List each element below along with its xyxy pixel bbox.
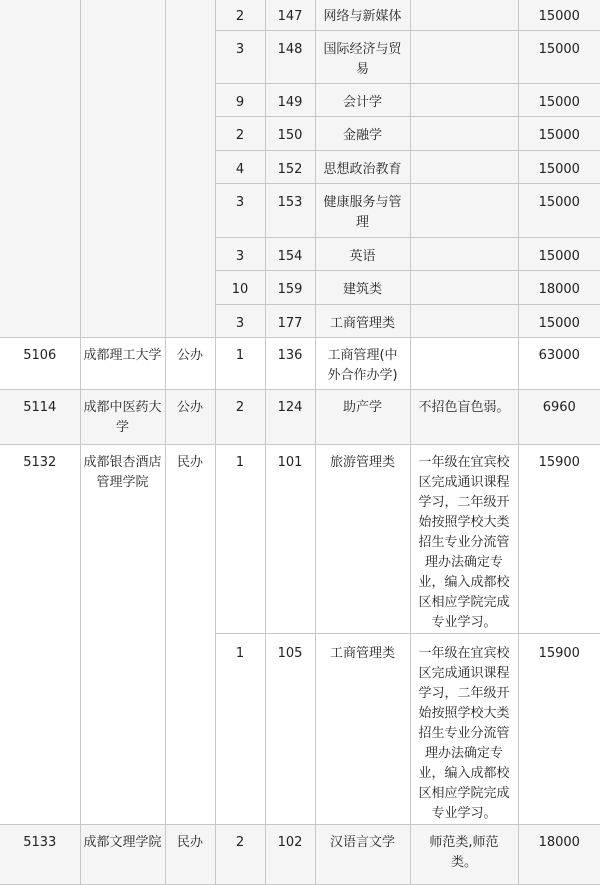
- plan-count-cell: 1: [215, 338, 265, 390]
- plan-count-cell: 10: [215, 271, 265, 305]
- plan-count-cell: 1: [215, 634, 265, 825]
- school-name-cell: [80, 0, 165, 338]
- note-cell: [410, 238, 518, 271]
- major-code-cell: 124: [265, 390, 315, 445]
- major-name-cell: 汉语言文学: [315, 825, 410, 885]
- major-code-cell: 152: [265, 151, 315, 184]
- plan-count-cell: 3: [215, 31, 265, 84]
- school-code-cell: 5132: [0, 445, 80, 825]
- table-row: [0, 445, 600, 634]
- note-cell: [410, 338, 518, 390]
- school-name-cell: 成都文理学院: [80, 825, 165, 885]
- school-type-cell: [165, 0, 215, 338]
- plan-count-cell: 1: [215, 445, 265, 634]
- school-name-cell: 成都理工大学: [80, 338, 165, 390]
- major-code-cell: 154: [265, 238, 315, 271]
- tuition-cell: 18000: [518, 825, 600, 885]
- note-cell: [410, 184, 518, 238]
- major-code-cell: 149: [265, 84, 315, 117]
- plan-count-cell: 4: [215, 151, 265, 184]
- major-name-cell: 建筑类: [315, 271, 410, 305]
- school-type-cell: 公办: [165, 338, 215, 390]
- plan-count-cell: 3: [215, 184, 265, 238]
- plan-count-cell: 2: [215, 0, 265, 31]
- major-code-cell: 148: [265, 31, 315, 84]
- note-cell: [410, 151, 518, 184]
- major-name-cell: 工商管理类: [315, 305, 410, 338]
- note-cell: [410, 31, 518, 84]
- school-code-cell: 5114: [0, 390, 80, 445]
- plan-count-cell: 2: [215, 825, 265, 885]
- major-code-cell: 150: [265, 117, 315, 151]
- tuition-cell: 15000: [518, 305, 600, 338]
- major-code-cell: 147: [265, 0, 315, 31]
- school-name-cell: 成都银杏酒店管理学院: [80, 445, 165, 825]
- note-cell: [410, 305, 518, 338]
- major-name-cell: 国际经济与贸易: [315, 31, 410, 84]
- school-type-cell: 公办: [165, 390, 215, 445]
- note-cell: 一年级在宜宾校区完成通识课程学习，二年级开始按照学校大类招生专业分流管理办法确定专业，编入成都校区相应学院完成专业学习。: [410, 445, 518, 634]
- table-row: [0, 338, 600, 390]
- school-code-cell: [0, 0, 80, 338]
- major-code-cell: 105: [265, 634, 315, 825]
- plan-count-cell: 3: [215, 305, 265, 338]
- major-name-cell: 工商管理(中外合作办学): [315, 338, 410, 390]
- note-cell: [410, 84, 518, 117]
- tuition-cell: 63000: [518, 338, 600, 390]
- note-cell: 师范类,师范类。: [410, 825, 518, 885]
- major-code-cell: 102: [265, 825, 315, 885]
- tuition-cell: 15000: [518, 151, 600, 184]
- major-code-cell: 177: [265, 305, 315, 338]
- plan-count-cell: 3: [215, 238, 265, 271]
- table-row: [0, 0, 600, 31]
- tuition-cell: 15000: [518, 0, 600, 31]
- major-name-cell: 网络与新媒体: [315, 0, 410, 31]
- major-name-cell: 英语: [315, 238, 410, 271]
- tuition-cell: 15000: [518, 31, 600, 84]
- major-name-cell: 健康服务与管理: [315, 184, 410, 238]
- tuition-cell: 15000: [518, 84, 600, 117]
- note-cell: [410, 117, 518, 151]
- tuition-cell: 6960: [518, 390, 600, 445]
- note-cell: 一年级在宜宾校区完成通识课程学习，二年级开始按照学校大类招生专业分流管理办法确定专业，编入成都校区相应学院完成专业学习。: [410, 634, 518, 825]
- school-code-cell: 5106: [0, 338, 80, 390]
- table-row: [0, 825, 600, 885]
- major-name-cell: 旅游管理类: [315, 445, 410, 634]
- note-cell: 不招色盲色弱。: [410, 390, 518, 445]
- tuition-cell: 15000: [518, 184, 600, 238]
- note-cell: [410, 271, 518, 305]
- major-name-cell: 思想政治教育: [315, 151, 410, 184]
- tuition-cell: 15000: [518, 117, 600, 151]
- note-cell: [410, 0, 518, 31]
- plan-count-cell: 9: [215, 84, 265, 117]
- plan-count-cell: 2: [215, 117, 265, 151]
- tuition-cell: 15000: [518, 238, 600, 271]
- major-code-cell: 153: [265, 184, 315, 238]
- school-code-cell: 5133: [0, 825, 80, 885]
- major-name-cell: 会计学: [315, 84, 410, 117]
- major-code-cell: 136: [265, 338, 315, 390]
- major-name-cell: 金融学: [315, 117, 410, 151]
- major-code-cell: 101: [265, 445, 315, 634]
- major-name-cell: 助产学: [315, 390, 410, 445]
- tuition-cell: 15900: [518, 445, 600, 634]
- school-name-cell: 成都中医药大学: [80, 390, 165, 445]
- school-type-cell: 民办: [165, 825, 215, 885]
- school-type-cell: 民办: [165, 445, 215, 825]
- tuition-cell: 15900: [518, 634, 600, 825]
- major-code-cell: 159: [265, 271, 315, 305]
- plan-count-cell: 2: [215, 390, 265, 445]
- table-row: [0, 390, 600, 445]
- major-name-cell: 工商管理类: [315, 634, 410, 825]
- tuition-cell: 18000: [518, 271, 600, 305]
